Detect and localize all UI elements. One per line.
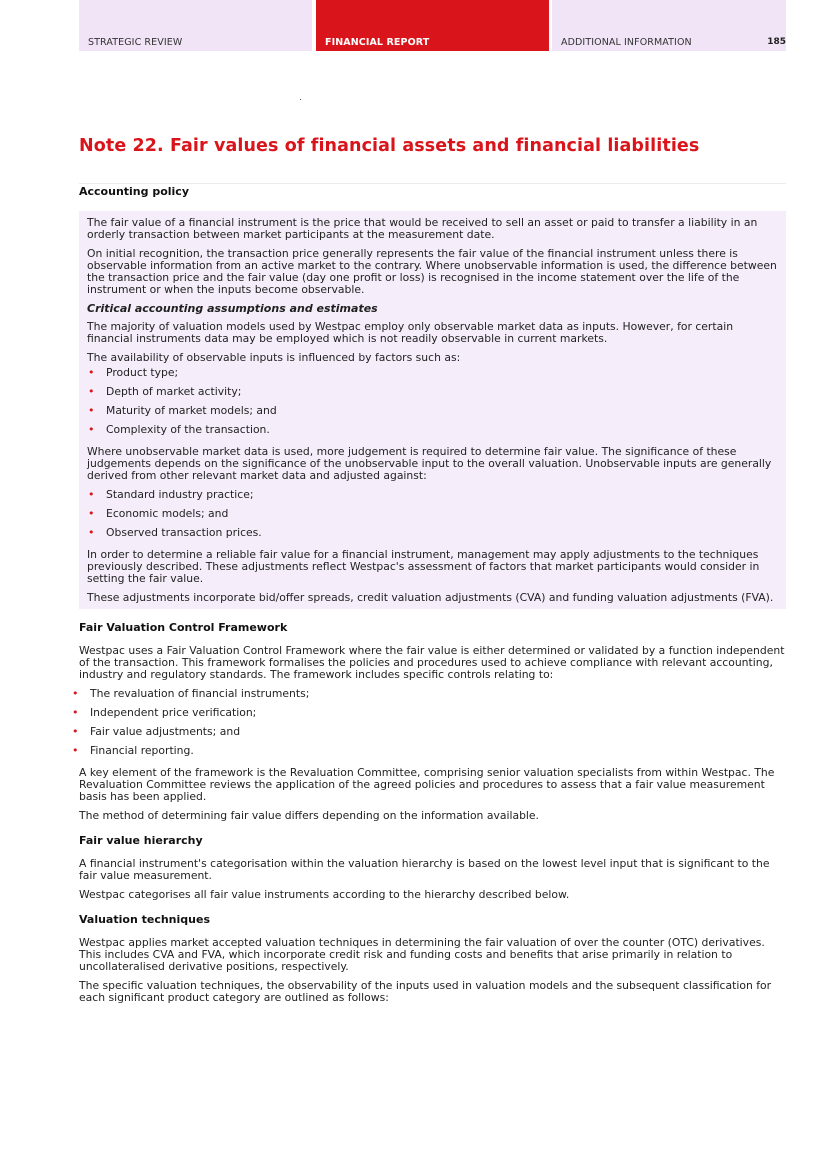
list-item: • Product type; xyxy=(87,367,778,379)
policy-paragraph: Where unobservable market data is used, more judgement is required to determine fair value. The significance of these judgements depends on the significance of the unobservable input to the overall valuation. Unobservable inputs are generally derived from other relevant market data and adjusted against: xyxy=(87,445,772,482)
list-item: • Maturity of market models; and xyxy=(87,405,778,417)
list-item: • Economic models; and xyxy=(87,508,778,520)
list-item: • Standard industry practice; xyxy=(87,489,778,501)
hierarchy-heading: Fair value hierarchy xyxy=(79,834,203,847)
tab-strategic-review[interactable]: STRATEGIC REVIEW xyxy=(79,0,312,51)
framework-paragraph: The method of determining fair value differs depending on the information available. xyxy=(79,809,539,822)
page-title: Note 22. Fair values of financial assets and financial liabilities xyxy=(79,136,700,156)
title-divider xyxy=(79,183,786,184)
hierarchy-paragraph: A financial instrument's categorisation within the valuation hierarchy is based on the lowest level input that is significant to the fair value measurement. xyxy=(79,857,770,882)
critical-assumptions-heading: Critical accounting assumptions and estimates xyxy=(87,302,378,315)
list-item: • The revaluation of financial instruments; xyxy=(71,688,786,700)
policy-paragraph: The majority of valuation models used by Westpac employ only observable market data as inputs. However, for certain financial instruments data may be employed which is not readily observable in current markets. xyxy=(87,320,734,345)
policy-paragraph: These adjustments incorporate bid/offer spreads, credit valuation adjustments (CVA) and funding valuation adjustments (FVA). xyxy=(87,591,774,604)
tab-additional-information[interactable]: ADDITIONAL INFORMATION xyxy=(552,0,786,51)
section-tabs xyxy=(79,0,786,51)
page-number: 185 xyxy=(767,37,786,47)
list-item: • Complexity of the transaction. xyxy=(87,424,778,436)
main-content xyxy=(79,185,786,1011)
list-item: • Depth of market activity; xyxy=(87,386,778,398)
observable-factors-list xyxy=(87,367,778,436)
techniques-paragraph: The specific valuation techniques, the observability of the inputs used in valuation models and the subsequent classification for each significant product category are outlined as follows: xyxy=(79,979,772,1004)
accounting-policy-heading: Accounting policy xyxy=(79,185,189,198)
policy-paragraph: The fair value of a financial instrument is the price that would be received to sell an asset or paid to transfer a liability in an orderly transaction between market participants at the measurement date. xyxy=(87,216,758,241)
techniques-heading: Valuation techniques xyxy=(79,913,210,926)
adjustment-basis-list xyxy=(87,489,778,539)
hierarchy-paragraph: Westpac categorises all fair value instruments according to the hierarchy described below. xyxy=(79,888,570,901)
policy-paragraph: The availability of observable inputs is influenced by factors such as: xyxy=(87,351,461,364)
accounting-policy-box xyxy=(79,211,786,609)
list-item: • Fair value adjustments; and xyxy=(71,726,786,738)
framework-paragraph: A key element of the framework is the Revaluation Committee, comprising senior valuation specialists from within Westpac. The Revaluation Committee reviews the application of the agreed policies and procedures to assess that a fair value measurement basis has been applied. xyxy=(79,766,775,803)
list-item: • Financial reporting. xyxy=(71,745,786,757)
list-item: • Observed transaction prices. xyxy=(87,527,778,539)
list-item: • Independent price verification; xyxy=(71,707,786,719)
framework-paragraph: Westpac uses a Fair Valuation Control Framework where the fair value is either determined or validated by a function independent of the transaction. This framework formalises the policies and procedures used to achieve compliance with relevant accounting, industry and regulatory standards. The framework includes specific controls relating to: xyxy=(79,644,785,681)
tab-financial-report[interactable]: FINANCIAL REPORT xyxy=(316,0,549,51)
framework-heading: Fair Valuation Control Framework xyxy=(79,621,288,634)
policy-paragraph: In order to determine a reliable fair value for a financial instrument, management may apply adjustments to the techniques previously described. These adjustments reflect Westpac's assessment of factors that market participants would consider in setting the fair value. xyxy=(87,548,760,585)
decorative-dot xyxy=(300,99,301,100)
policy-paragraph: On initial recognition, the transaction price generally represents the fair value of the financial instrument unless there is observable information from an active market to the contrary. Where unobservable information is used, the difference between the transaction price and the fair value (day one profit or loss) is recognised in the income statement over the life of the instrument or when the inputs become observable. xyxy=(87,247,777,296)
framework-controls-list xyxy=(71,688,786,757)
techniques-paragraph: Westpac applies market accepted valuation techniques in determining the fair valuation of over the counter (OTC) derivatives. This includes CVA and FVA, which incorporate credit risk and funding costs and benefits that arise primarily in relation to uncollateralised derivative positions, respectively. xyxy=(79,936,765,973)
